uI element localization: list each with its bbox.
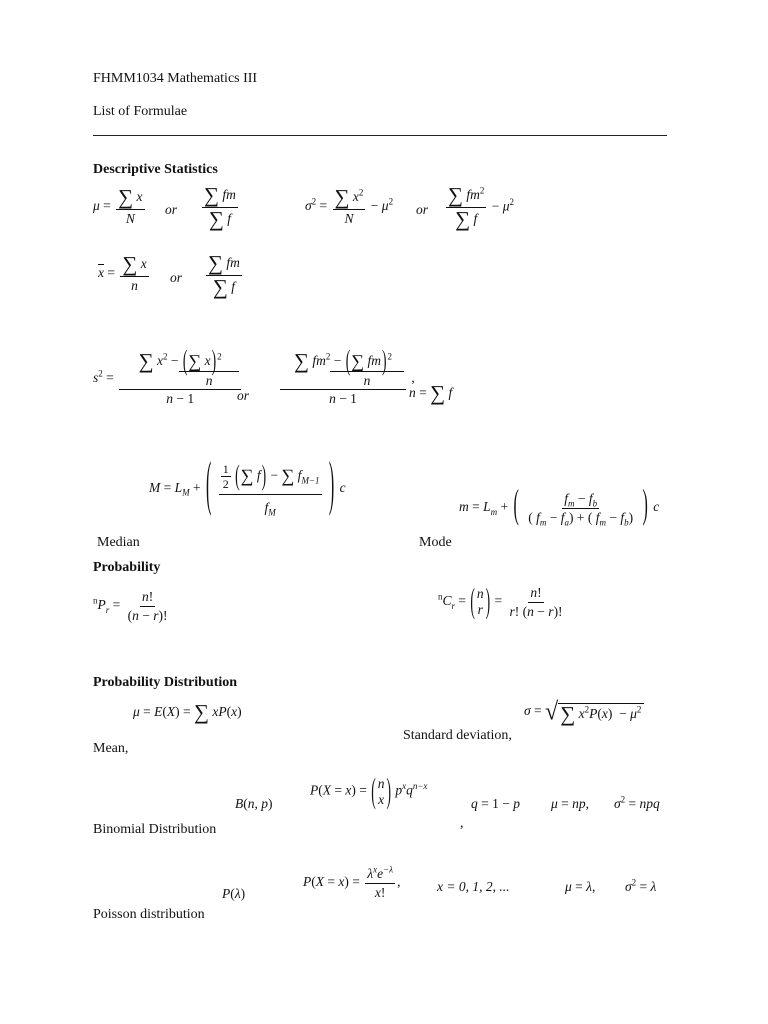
poisson-notation: P(λ)	[222, 886, 246, 901]
or-label: or	[237, 388, 250, 403]
mode-label: Mode	[419, 535, 452, 550]
formula-expected-value: μ = E(X) = ∑ xP(x)	[133, 700, 242, 724]
formula-permutation: $^nP_r$ = $\frac{n!}{(n - r)!}$	[93, 589, 168, 623]
formula-combination: $^nC_r$ = ( n r ) = $\frac{n!}{r! (n - r)!}$	[438, 580, 563, 620]
formula-binomial-pmf: P(X = x) = ( n x ) $p^xq^{n-x}$	[310, 770, 428, 810]
standard-deviation-label: Standard deviation,	[403, 728, 512, 743]
binomial-notation: B(n, p)	[235, 796, 273, 811]
header-divider	[93, 135, 667, 136]
formula-sample-variance: $s^2$ = ∑ $x^2$ − (∑ x)$^2$ n n − 1	[93, 352, 243, 406]
formula-population-mean-grouped: $\frac{\sum fm}{\sum f}$	[204, 183, 236, 231]
formula-poisson-pmf: P(X = x) = $\frac{\lambda^xe^{-\lambda}}{x!}$ ,	[303, 864, 401, 900]
binomial-comma: ,	[460, 816, 464, 831]
formula-sample-variance-grouped: ∑ $fm^2$ − (∑ fm)$^2$ n n − 1 ,	[278, 352, 415, 406]
median-label: Median	[97, 535, 140, 550]
formula-sample-mean-grouped: $\frac{\sum fm}{\sum f}$	[208, 251, 240, 299]
formula-population-variance-grouped: $\frac{\sum fm^2}{\sum f}$ − $\mu^2$	[448, 183, 515, 231]
formula-n-sum-f: n = ∑ f	[409, 381, 453, 405]
document-title: List of Formulae	[93, 104, 188, 119]
formula-q: q = 1 − p	[471, 796, 520, 811]
formula-mode: $m = L_m$ + ( $\frac{f_m - f_b}{( f_m - f_a) + ( f_m - f_b)}$ ) c	[459, 484, 660, 528]
formula-binomial-mean: μ = np,	[551, 796, 590, 811]
poisson-x-values: x = 0, 1, 2, ...	[437, 879, 510, 894]
poisson-distribution-label: Poisson distribution	[93, 907, 205, 922]
binomial-distribution-label: Binomial Distribution	[93, 822, 217, 837]
formula-poisson-variance: $\sigma^2 = \lambda$	[625, 877, 657, 894]
mean-label: Mean,	[93, 741, 129, 756]
or-label: or	[416, 202, 429, 217]
formula-sample-mean: $\overline{x}$ = $\frac{\sum x}{n}$	[98, 252, 147, 293]
formula-standard-deviation: σ = √ ∑ $x^2P(x) - \mu^2$	[524, 700, 644, 724]
formula-population-variance: $\sigma^2$ = $\frac{\sum x^2}{N}$ − $\mu^2$	[305, 185, 394, 226]
section-heading-descriptive-statistics: Descriptive Statistics	[93, 162, 218, 177]
formula-poisson-mean: μ = λ,	[565, 879, 596, 894]
section-heading-probability-distribution: Probability Distribution	[93, 675, 238, 690]
formula-median: $M = L_M$ + ( $\frac{1}{2}$ (∑ f) − ∑ $f_{M-1}$ $f_M$ ) c	[149, 453, 346, 519]
course-title: FHMM1034 Mathematics III	[93, 71, 258, 86]
or-label: or	[170, 270, 183, 285]
formula-binomial-variance: $\sigma^2$ = npq	[614, 794, 660, 811]
or-label: or	[165, 202, 178, 217]
formula-population-mean: μ = $\frac{\sum x}{N}$	[93, 185, 143, 226]
section-heading-probability: Probability	[93, 560, 161, 575]
